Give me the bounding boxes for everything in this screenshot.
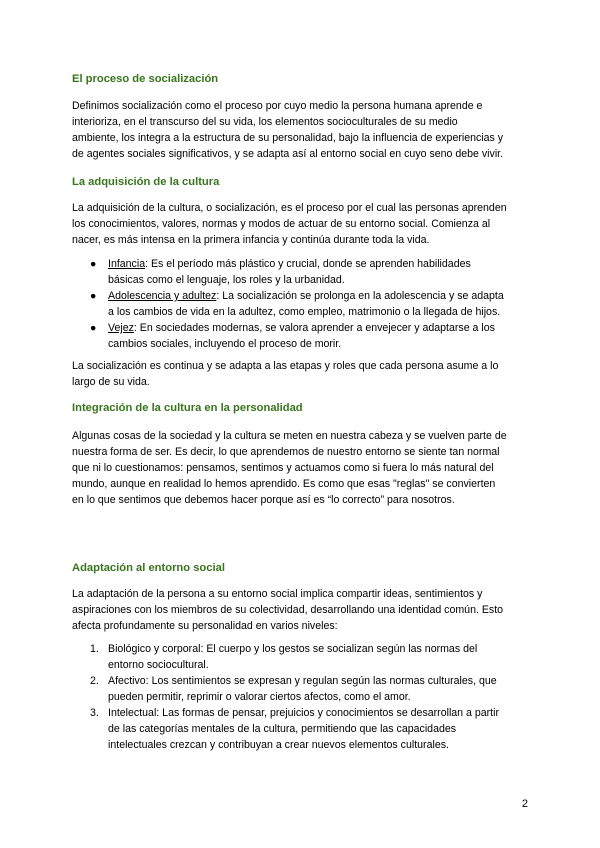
bullet-icon: ●	[90, 322, 97, 334]
list-item-text: Biológico y corporal: El cuerpo y los gestos se socializan según las normas del	[108, 643, 478, 655]
list-item-adolescencia	[90, 288, 530, 320]
list-item-text: cambios sociales, incluyendo el proceso de morir.	[108, 338, 342, 350]
paragraph-socializacion-definicion	[72, 98, 532, 162]
text-line: nacer, es más intensa en la primera infancia y continúa durante toda la vida.	[72, 234, 430, 246]
list-item-afectivo	[90, 673, 530, 705]
list-item-text: de las categorías mentales de la cultura, permitiendo que las capacidades	[108, 723, 457, 735]
text-line: largo de su vida.	[72, 376, 150, 388]
page-number: 2	[521, 798, 528, 810]
list-item-text: Afectivo: Los sentimientos se expresan y regulan según las normas culturales, que	[108, 675, 497, 687]
paragraph-adquisicion-outro	[72, 358, 532, 390]
text-line: que ni lo cuestionamos: pensamos, sentimos y actuamos como si fuera lo más natural del	[72, 462, 494, 474]
term-adolescencia: Adolescencia y adultez	[108, 290, 217, 302]
text-line: nuestra forma de ser. Es decir, lo que aprendemos de nuestro entorno se siente tan normal	[72, 446, 500, 458]
heading-proceso-socializacion: El proceso de socialización	[72, 73, 219, 85]
niveles-numbered-list	[90, 641, 530, 753]
list-item-text: : En sociedades modernas, se valora aprender a envejecer y adaptarse a los	[133, 322, 495, 334]
list-item-text: intelectuales crezcan y contribuyan a crear nuevos elementos culturales.	[108, 739, 449, 751]
term-vejez: Vejez	[108, 322, 134, 334]
list-number: 2.	[90, 675, 99, 687]
list-item-text: entorno sociocultural.	[108, 659, 209, 671]
heading-integracion-cultura: Integración de la cultura en la personalidad	[72, 402, 303, 414]
list-item-text: : La socialización se prolonga en la adolescencia y se adapta	[216, 290, 504, 302]
text-line: los conocimientos, valores, normas y modos de actuar de su entorno social. Comienza al	[72, 218, 491, 230]
paragraph-adquisicion-intro	[72, 200, 532, 248]
bullet-icon: ●	[90, 258, 97, 270]
text-line: mundo, aunque en realidad lo hemos aprendido. Es como que esas "reglas" se convierten	[72, 478, 496, 490]
list-item-text: a los cambios de vida en la adultez, como empleo, matrimonio o la llegada de hijos.	[108, 306, 501, 318]
heading-adaptacion-entorno: Adaptación al entorno social	[72, 562, 225, 574]
bullet-icon: ●	[90, 290, 97, 302]
text-line: La adaptación de la persona a su entorno social implica compartir ideas, sentimientos y	[72, 588, 483, 600]
list-item-text: : Es el período más plástico y crucial, donde se aprenden habilidades	[145, 258, 471, 270]
etapas-bullet-list	[90, 256, 530, 352]
text-line: La socialización es continua y se adapta a las etapas y roles que cada persona asume a lo	[72, 360, 499, 372]
list-item-text: Intelectual: Las formas de pensar, prejuicios y conocimientos se desarrollan a partir	[108, 707, 499, 719]
paragraph-integracion	[72, 428, 532, 508]
list-item-biologico	[90, 641, 530, 673]
text-line: La adquisición de la cultura, o socialización, es el proceso por el cual las personas aprenden	[72, 202, 507, 214]
list-item-vejez	[90, 320, 530, 352]
list-item-text: pueden permitir, reprimir o valorar ciertos afectos, como el amor.	[108, 691, 411, 703]
text-line: Algunas cosas de la sociedad y la cultura se meten en nuestra cabeza y se vuelven parte de	[72, 430, 507, 442]
text-line: en lo que sentimos que debemos hacer porque así es “lo correcto” para nosotros.	[72, 494, 455, 506]
list-item-intelectual	[90, 705, 530, 753]
text-line: de agentes sociales significativos, y se adapta así al entorno social en cuyo seno debe vivir.	[72, 148, 504, 160]
list-number: 3.	[90, 707, 99, 719]
heading-adquisicion-cultura: La adquisición de la cultura	[72, 176, 220, 188]
text-line: afecta profundamente su personalidad en varios niveles:	[72, 620, 338, 632]
list-item-text: básicas como el lenguaje, los roles y la urbanidad.	[108, 274, 345, 286]
paragraph-adaptacion-intro	[72, 586, 532, 634]
term-infancia: Infancia	[108, 258, 146, 270]
list-number: 1.	[90, 643, 99, 655]
list-item-infancia	[90, 256, 530, 288]
text-line: ambiente, los integra a la estructura de su personalidad, bajo la influencia de experiencias y	[72, 132, 504, 144]
text-line: interioriza, en el transcurso del su vida, los elementos socioculturales de su medio	[72, 116, 458, 128]
text-line: Definimos socialización como el proceso por cuyo medio la persona humana aprende e	[72, 100, 483, 112]
text-line: aspiraciones con los miembros de su colectividad, desarrollando una identidad común. Esto	[72, 604, 504, 616]
